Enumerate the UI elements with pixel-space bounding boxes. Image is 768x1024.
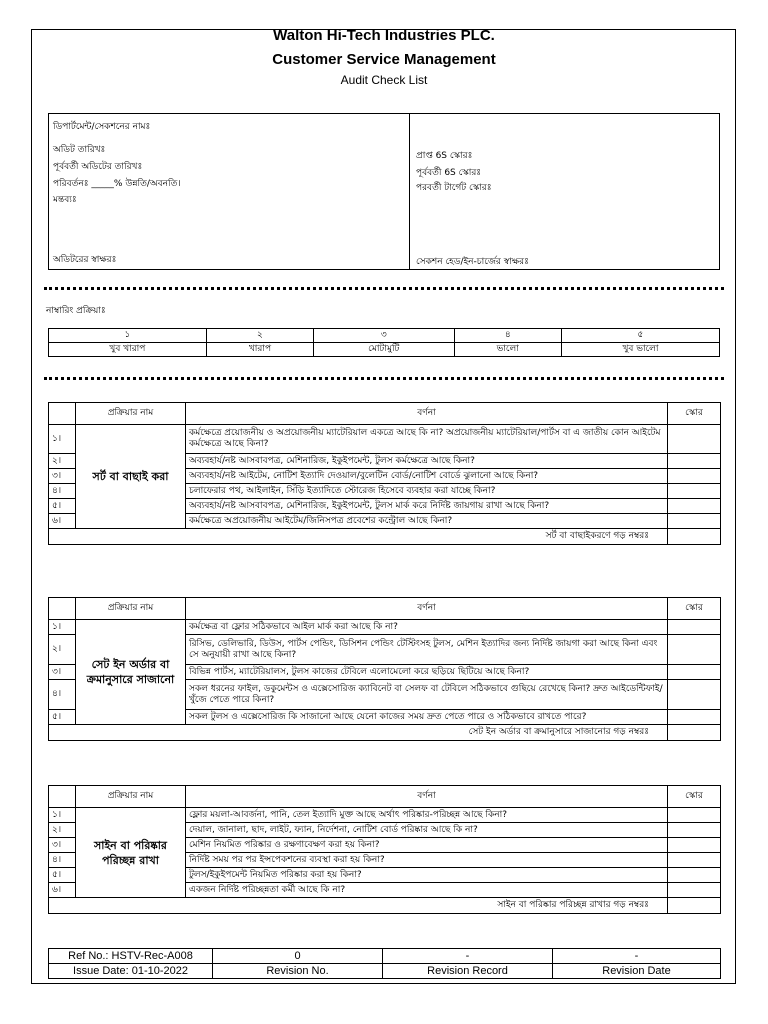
row-description: দেয়াল, জানালা, ছাদ, লাইট, ফ্যান, নির্দেশনা, নোটিশ বোর্ড পরিষ্কার আছে কি না? xyxy=(186,823,668,838)
scale-number: ৩ xyxy=(314,329,454,343)
row-number: ৪। xyxy=(49,853,76,868)
row-description: মেশিন নিয়মিত পরিষ্কার ও রক্ষণাবেক্ষণ করা হয় কিনা? xyxy=(186,838,668,853)
change-field[interactable]: পরিবর্তনঃ _____% উন্নতি/অবনতি। xyxy=(53,179,181,189)
process-name: সেট ইন অর্ডার বা ক্রমানুসারে সাজানো xyxy=(76,620,186,725)
numbering-scale xyxy=(48,328,720,357)
audit-info-box xyxy=(48,113,720,270)
row-number: ৩। xyxy=(49,665,76,680)
process-header: প্রক্রিয়ার নাম xyxy=(76,598,186,620)
dotted-separator xyxy=(44,377,724,380)
scale-label: খারাপ xyxy=(206,343,313,357)
average-label: সর্ট বা বাছাইকরণে গড় নম্বরঃ xyxy=(49,529,668,545)
comment-field[interactable]: মন্তব্যঃ xyxy=(53,195,77,205)
audit-date-field[interactable]: অডিট তারিখঃ xyxy=(53,145,106,155)
checklist-sort xyxy=(48,402,721,545)
auditor-sign-field[interactable]: অডিটরের স্বাক্ষরঃ xyxy=(53,255,117,265)
row-number: ৫। xyxy=(49,710,76,725)
row-description: অব্যবহার্য/নষ্ট আইটেম, নোটিশ ইত্যাদি দেওয়াল/বুলেটিন বোর্ড/নোটিশ বোর্ডে ঝুলানো আছে কিনা? xyxy=(186,469,668,484)
score-cell[interactable] xyxy=(668,868,721,883)
score-cell[interactable] xyxy=(668,499,721,514)
header-blank xyxy=(49,786,76,808)
description-header: বর্ণনা xyxy=(186,786,668,808)
score-cell[interactable] xyxy=(668,635,721,665)
score-cell[interactable] xyxy=(668,454,721,469)
score-cell[interactable] xyxy=(668,680,721,710)
row-number: ১। xyxy=(49,620,76,635)
numbering-label: নাম্বারিং প্রক্রিয়াঃ xyxy=(46,306,106,316)
score-cell[interactable] xyxy=(668,484,721,499)
scale-number: ১ xyxy=(49,329,207,343)
row-number: ৪। xyxy=(49,484,76,499)
row-number: ৫। xyxy=(49,868,76,883)
dotted-separator xyxy=(44,287,724,290)
department-title: Customer Service Management xyxy=(272,51,496,68)
score-target-field[interactable]: পরবর্তী টার্গেট স্কোরঃ xyxy=(416,183,492,193)
row-number: ৪। xyxy=(49,680,76,710)
page-title: Audit Check List xyxy=(340,73,428,87)
score-header: স্কোর xyxy=(668,786,721,808)
row-description: কর্মক্ষেত্রে প্রয়োজনীয় ও অপ্রয়োজনীয় ম্যাটেরিয়াল একত্রে আছে কি না? অপ্রয়োজনীয় ম্যাটেরিয়াল/পার্টস বা এ জাতীয় কোন আইটেম কর্মক্ষেত্রে আছে কিনা? xyxy=(186,425,668,454)
score-cell[interactable] xyxy=(668,514,721,529)
row-description: টুলস/ইকুইপমেন্ট নিয়মিত পরিষ্কার করা হয় কিনা? xyxy=(186,868,668,883)
scale-number: ২ xyxy=(206,329,313,343)
score-got-field[interactable]: প্রাপ্ত 6S স্কোরঃ xyxy=(416,151,473,161)
average-score-cell[interactable] xyxy=(668,898,721,914)
row-number: ৫। xyxy=(49,499,76,514)
row-number: ১। xyxy=(49,808,76,823)
score-cell[interactable] xyxy=(668,808,721,823)
score-cell[interactable] xyxy=(668,665,721,680)
company-name: Walton Hi-Tech Industries PLC. xyxy=(273,27,495,44)
process-header: প্রক্রিয়ার নাম xyxy=(76,786,186,808)
score-cell[interactable] xyxy=(668,425,721,454)
revision-record-label: Revision Record xyxy=(383,964,553,979)
score-header: স্কোর xyxy=(668,403,721,425)
score-cell[interactable] xyxy=(668,469,721,484)
header-blank xyxy=(49,403,76,425)
score-cell[interactable] xyxy=(668,710,721,725)
row-description: সকল টুলস ও এক্সেসোরিজ কি সাজানো আছে যেনো কাজের সময় দ্রুত পেতে পারে ও সঠিকভাবে রাখতে পারে? xyxy=(186,710,668,725)
revision-date-value: - xyxy=(553,949,721,964)
head-sign-field[interactable]: সেকশন হেড/ইন-চার্জের স্বাক্ষরঃ xyxy=(416,257,529,267)
row-description: কর্মক্ষেত্র বা ফ্লোর সঠিকভাবে আইল মার্ক করা আছে কি না? xyxy=(186,620,668,635)
score-cell[interactable] xyxy=(668,853,721,868)
score-header: স্কোর xyxy=(668,598,721,620)
info-divider xyxy=(409,114,410,269)
row-description: অব্যবহার্য/নষ্ট আসবাবপত্র, মেশিনারিজ, ইকুইপমেন্ট, টুলস কর্মক্ষেত্রে আছে কিনা? xyxy=(186,454,668,469)
scale-label: খুব ভালো xyxy=(561,343,719,357)
average-score-cell[interactable] xyxy=(668,725,721,741)
row-description: কর্মক্ষেত্রে অপ্রয়োজনীয় আইটেম/জিনিসপত্র প্রবেশের কন্ট্রোল আছে কিনা? xyxy=(186,514,668,529)
row-description: অব্যবহার্য/নষ্ট আসবাবপত্র, মেশিনারিজ, ইকুইপমেন্ট, টুলস মার্ক করে নির্দিষ্ট জায়গায় রাখা আছে কিনা? xyxy=(186,499,668,514)
row-number: ২। xyxy=(49,823,76,838)
average-score-cell[interactable] xyxy=(668,529,721,545)
dept-field[interactable]: ডিপার্টমেন্ট/সেকশনের নামঃ xyxy=(53,122,151,132)
description-header: বর্ণনা xyxy=(186,403,668,425)
row-description: সকল ধরনের ফাইল, ডকুমেন্টস ও এক্সেসোরিজ ক্যাবিনেট বা সেলফ বা টেবিলে সঠিকভাবে গুছিয়ে রেখেছে কিনা? দ্রুত আইডেন্টিফাই/খুঁজে পেতে পারে কিনা? xyxy=(186,680,668,710)
issue-date: Issue Date: 01-10-2022 xyxy=(49,964,213,979)
score-cell[interactable] xyxy=(668,883,721,898)
row-number: ২। xyxy=(49,635,76,665)
row-description: একজন নির্দিষ্ট পরিচ্ছন্নতা কর্মী আছে কি না? xyxy=(186,883,668,898)
row-description: নির্দিষ্ট সময় পর পর ইন্সপেকশনের ব্যবস্থা করা হয় কিনা? xyxy=(186,853,668,868)
score-cell[interactable] xyxy=(668,838,721,853)
revision-no-label: Revision No. xyxy=(213,964,383,979)
document-control-footer xyxy=(48,948,721,979)
row-description: চলাফেরার পথ, আইলাইন, সিঁড়ি ইত্যাদিতে স্টোরেজ হিসেবে ব্যবহার করা যাচ্ছে কিনা? xyxy=(186,484,668,499)
header-blank xyxy=(49,598,76,620)
score-cell[interactable] xyxy=(668,620,721,635)
prev-audit-date-field[interactable]: পূর্ববর্তী অডিটের তারিখঃ xyxy=(53,162,143,172)
scale-label: খুব খারাপ xyxy=(49,343,207,357)
row-number: ৬। xyxy=(49,883,76,898)
description-header: বর্ণনা xyxy=(186,598,668,620)
row-description: ফ্লোর ময়লা-আবর্জনা, পানি, তেল ইত্যাদি মুক্ত আছে অর্থাৎ পরিষ্কার-পরিচ্ছন্ন আছে কিনা? xyxy=(186,808,668,823)
scale-number: ৫ xyxy=(561,329,719,343)
row-number: ১। xyxy=(49,425,76,454)
ref-no: Ref No.: HSTV-Rec-A008 xyxy=(49,949,213,964)
process-header: প্রক্রিয়ার নাম xyxy=(76,403,186,425)
average-label: সাইন বা পরিষ্কার পরিচ্ছন্ন রাখার গড় নম্বরঃ xyxy=(49,898,668,914)
scale-label: ভালো xyxy=(454,343,561,357)
scale-label: মোটামুটি xyxy=(314,343,454,357)
process-name: সাইন বা পরিষ্কার পরিচ্ছন্ন রাখা xyxy=(76,808,186,898)
row-number: ৬। xyxy=(49,514,76,529)
revision-no-value: 0 xyxy=(213,949,383,964)
scale-number: ৪ xyxy=(454,329,561,343)
process-name: সর্ট বা বাছাই করা xyxy=(76,425,186,529)
score-cell[interactable] xyxy=(668,823,721,838)
row-number: ২। xyxy=(49,454,76,469)
score-prev-field[interactable]: পূর্ববর্তী 6S স্কোরঃ xyxy=(416,168,482,178)
row-description: রিসিভ, ডেলিভারি, ডিউস, পার্টস পেন্ডিং, ডিসিশন পেন্ডিং টেস্টিংসহ টুলস, মেশিন ইত্যাদির জন্য নির্দিষ্ট জায়গা করা আছে কিনা এবং সে অনুযায়ী রাখা আছে কিনা? xyxy=(186,635,668,665)
row-number: ৩। xyxy=(49,838,76,853)
row-description: বিভিন্ন পার্টস, ম্যাটেরিয়ালস, টুলস কাজের টেবিলে এলোমেলো করে ছড়িয়ে ছিটিয়ে আছে কিনা? xyxy=(186,665,668,680)
revision-record-value: - xyxy=(383,949,553,964)
revision-date-label: Revision Date xyxy=(553,964,721,979)
checklist-set-in-order xyxy=(48,597,721,741)
average-label: সেট ইন অর্ডার বা ক্রমানুসারে সাজানোর গড় নম্বরঃ xyxy=(49,725,668,741)
checklist-shine xyxy=(48,785,721,914)
row-number: ৩। xyxy=(49,469,76,484)
